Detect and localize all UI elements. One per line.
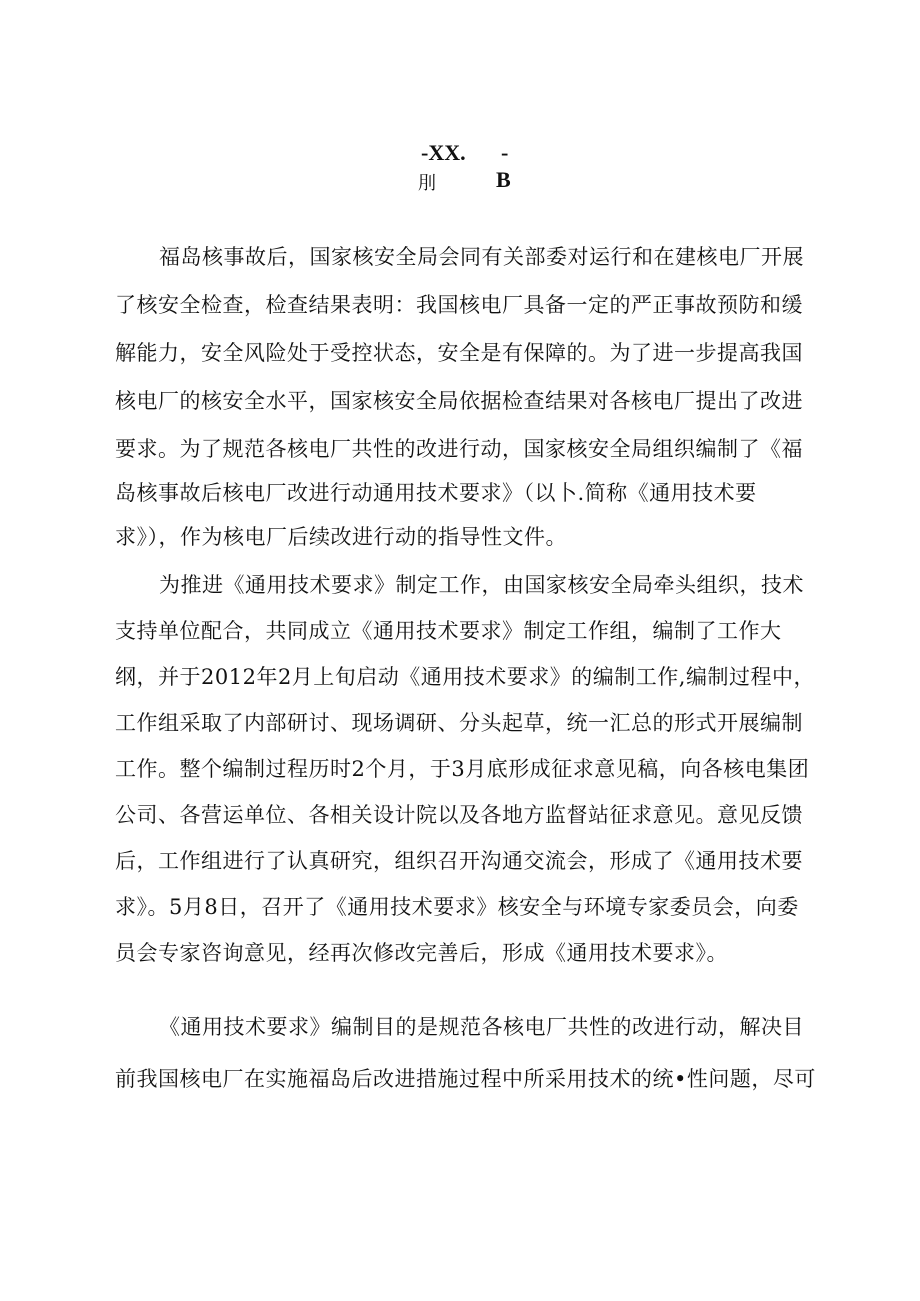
text-line: 后，工作组进行了认真研究，组织召开沟通交流会，形成了《通用技术要 xyxy=(115,849,803,873)
text-line: 岛核事故后核电厂改进行动通用技术要求》（以卜.简称《通用技术要 xyxy=(115,481,757,505)
text-line: 前我国核电厂在实施福岛后改进措施过程中所采用技术的统•性问题，尽可 xyxy=(115,1067,816,1091)
header-mark-left: -XX. xyxy=(421,140,466,165)
text-line: 纲，并于2012年2月上旬启动《通用技术要求》的编制工作,编制过程中， xyxy=(115,665,815,689)
text-line: 公司、各营运单位、各相关设计院以及各地方监督站征求意见。意见反馈 xyxy=(115,803,803,827)
text-line: 为推进《通用技术要求》制定工作，由国家核安全局牵头组织，技术 xyxy=(159,573,804,597)
text-line: 核电厂的核安全水平，国家核安全局依据检查结果对各核电厂提出了改进 xyxy=(115,389,803,413)
document-title xyxy=(0,167,920,197)
text-line: 福岛核事故后，国家核安全局会同有关部委对运行和在建核电厂开展 xyxy=(159,245,804,269)
title-char-left: 刖 xyxy=(418,173,436,194)
document-header-line-1 xyxy=(0,140,920,170)
title-char-right: B xyxy=(496,167,511,192)
text-line: 求》），作为核电厂后续改进行动的指导性文件。 xyxy=(115,525,567,549)
text-line: 支持单位配合，共同成立《通用技术要求》制定工作组，编制了工作大 xyxy=(115,619,782,643)
text-line: 了核安全检查，检查结果表明：我国核电厂具备一定的严正事故预防和缓 xyxy=(115,293,803,317)
text-line: 工作组采取了内部研讨、现场调研、分头起草，统一汇总的形式开展编制 xyxy=(115,711,803,735)
text-line: 工作。整个编制过程历时2个月，于3月底形成征求意见稿，向各核电集团 xyxy=(115,757,810,781)
header-mark-right: - xyxy=(501,140,509,165)
text-line: 《通用技术要求》编制目的是规范各核电厂共性的改进行动，解决目 xyxy=(159,1015,804,1039)
text-line: 求》。5月8日，召开了《通用技术要求》核安全与环境专家委员会，向委 xyxy=(115,895,799,919)
text-line: 解能力，安全风险处于受控状态，安全是有保障的。为了进一步提高我国 xyxy=(115,341,803,365)
text-line: 员会专家咨询意见，经再次修改完善后，形成《通用技术要求》。 xyxy=(115,941,728,965)
text-line: 要求。为了规范各核电厂共性的改进行动，国家核安全局组织编制了《福 xyxy=(115,437,803,461)
